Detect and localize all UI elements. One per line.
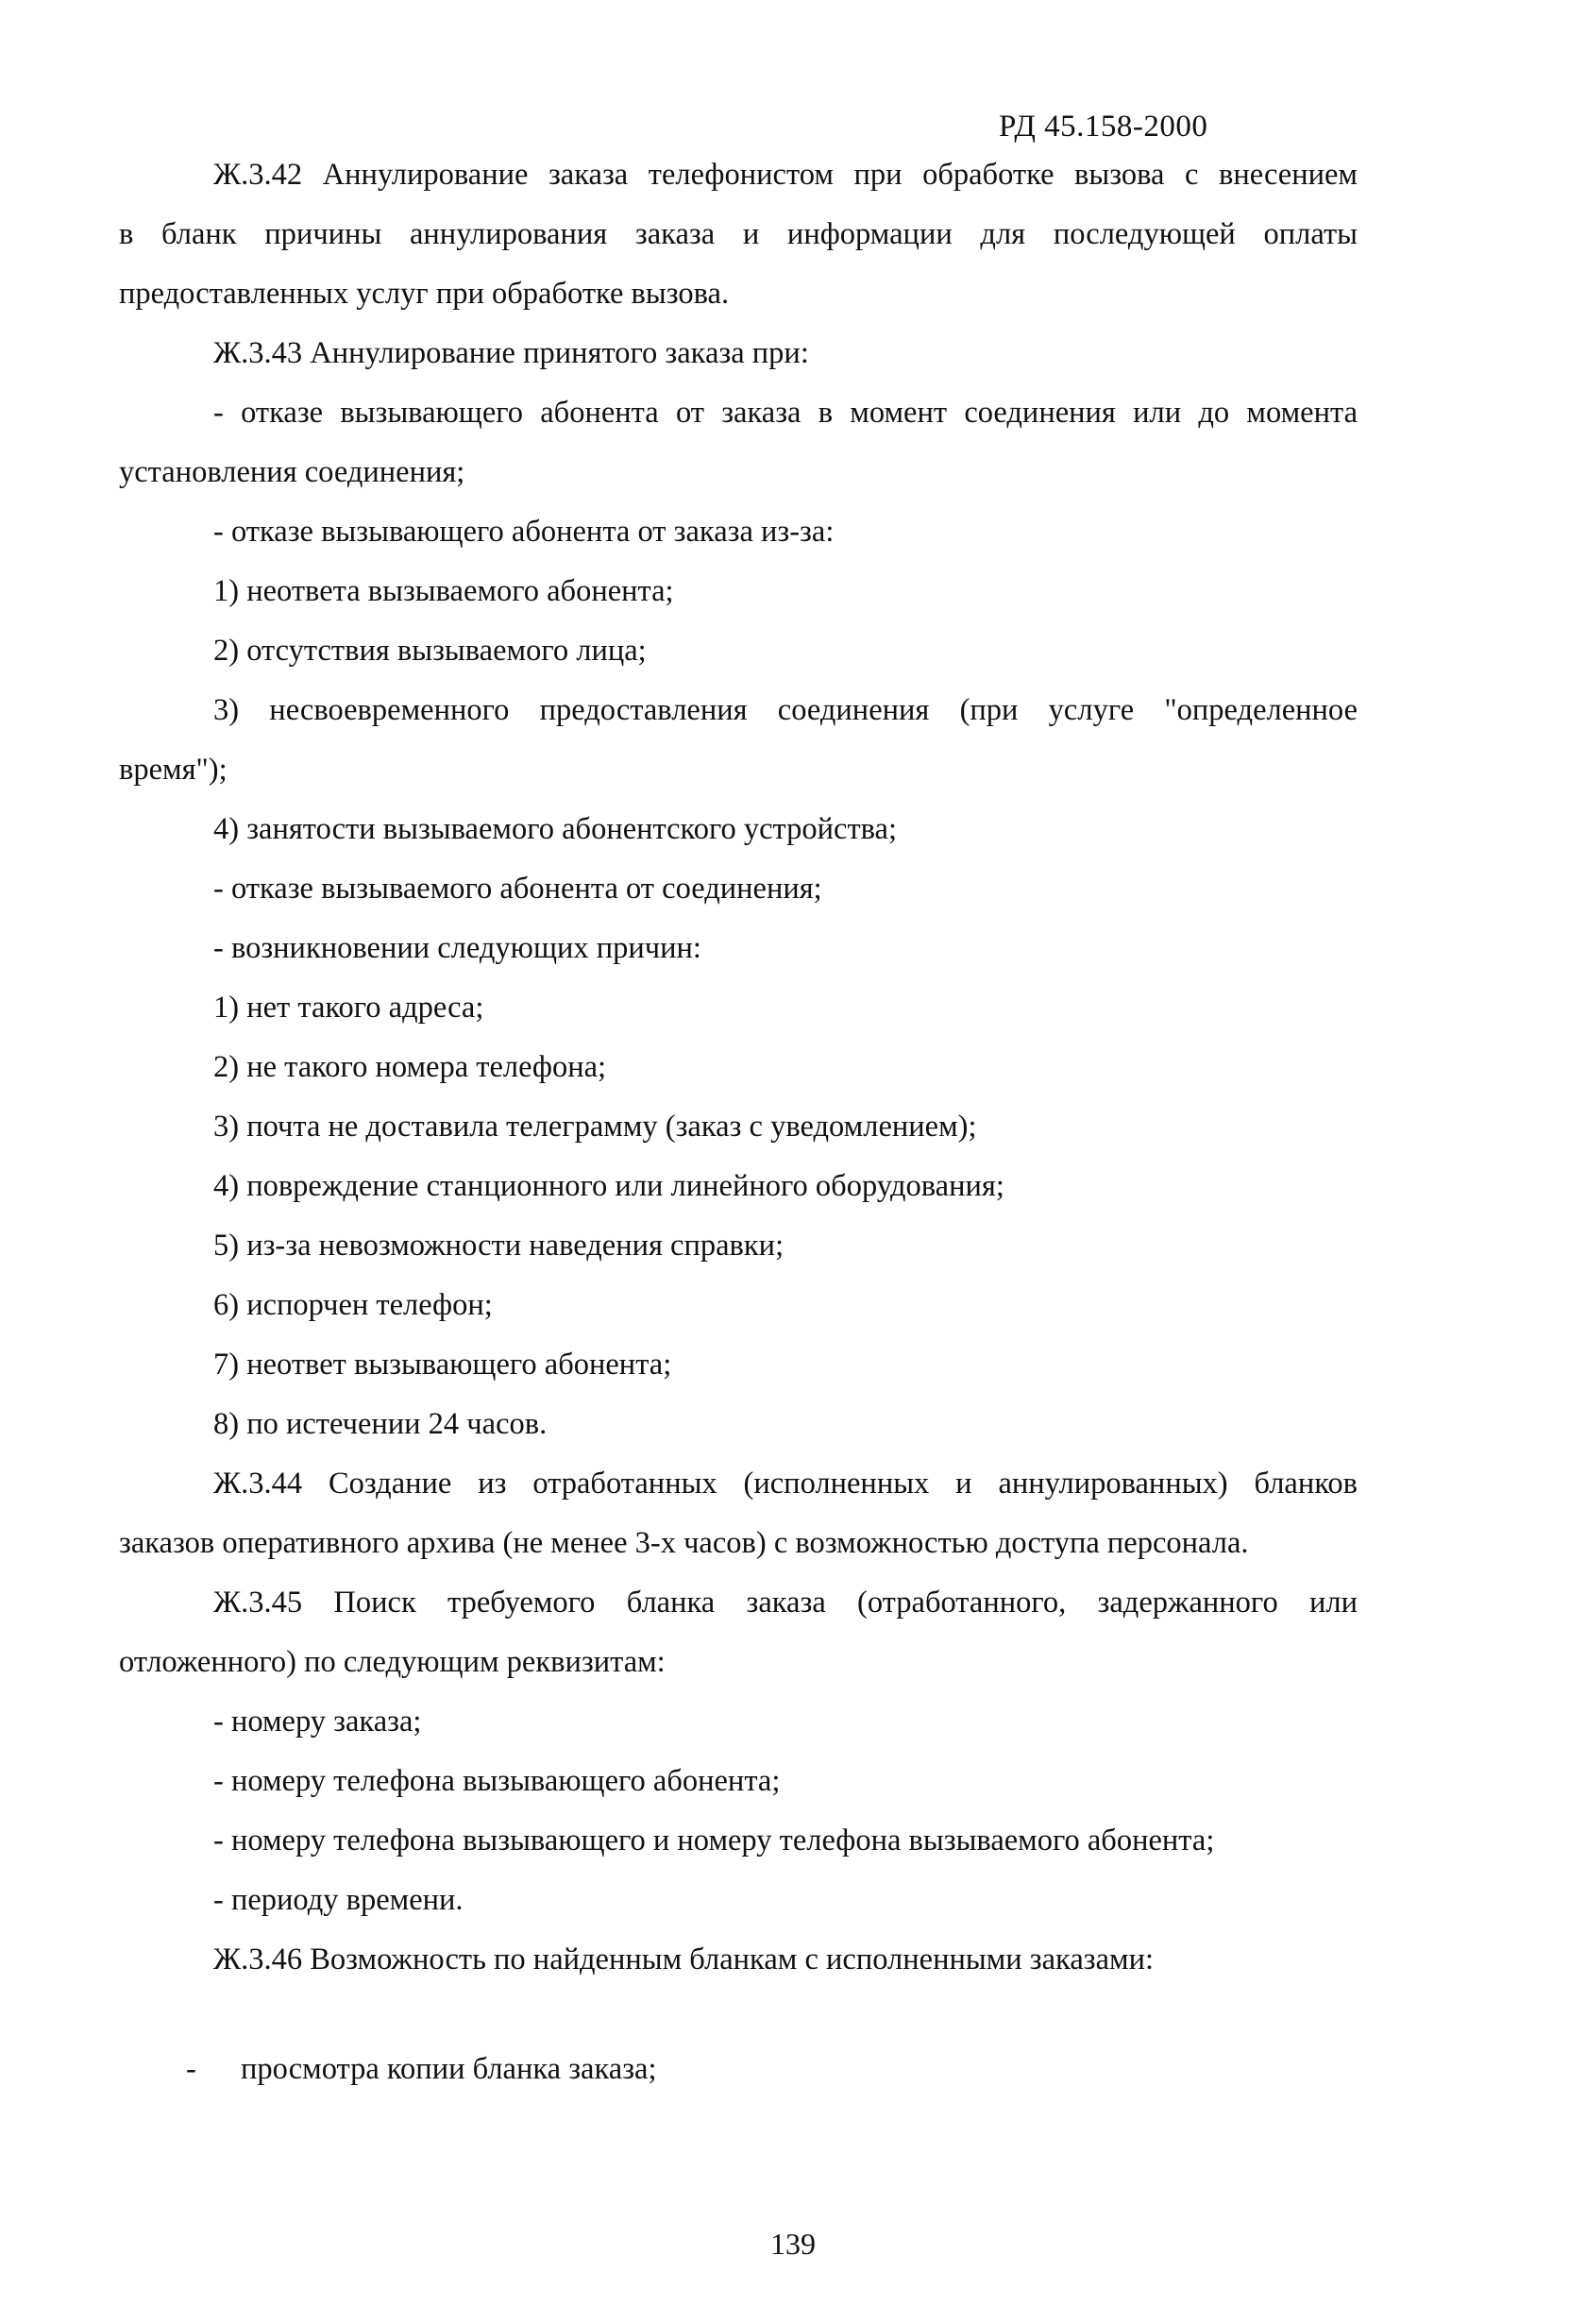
text-line: установления соединения; — [119, 455, 465, 489]
text-line: 3) несвоевременного предоставления соединения (при услуге "определенное — [213, 693, 1358, 727]
text-line: отложенного) по следующим реквизитам: — [119, 1645, 666, 1679]
text-line: 2) не такого номера телефона; — [213, 1050, 607, 1084]
text-line: Ж.3.45 Поиск требуемого бланка заказа (отработанного, задержанного или — [213, 1586, 1358, 1620]
text-line: время"); — [119, 753, 228, 787]
text-line: Ж.3.44 Создание из отработанных (исполненных и аннулированных) бланков — [213, 1467, 1358, 1501]
page-number: 139 — [770, 2227, 816, 2261]
text-line: - номеру заказа; — [213, 1705, 422, 1739]
text-line: 1) неответа вызываемого абонента; — [213, 574, 674, 608]
text-line: Ж.3.42 Аннулирование заказа телефонистом при обработке вызова с внесением — [213, 158, 1358, 192]
text-line: 8) по истечении 24 часов. — [213, 1407, 548, 1441]
text-line: 6) испорчен телефон; — [213, 1288, 493, 1322]
text-line: в бланк причины аннулирования заказа и информации для последующей оплаты — [119, 217, 1358, 251]
text-line: предоставленных услуг при обработке вызова. — [119, 277, 730, 311]
text-line: Ж.3.43 Аннулирование принятого заказа при: — [213, 336, 809, 370]
text-line: - возникновении следующих причин: — [213, 931, 701, 965]
text-line: 1) нет такого адреса; — [213, 991, 484, 1025]
text-line: 7) неответ вызывающего абонента; — [213, 1348, 672, 1382]
text-line: 5) из-за невозможности наведения справки; — [213, 1229, 785, 1263]
text-line: 2) отсутствия вызываемого лица; — [213, 634, 647, 668]
list-item-text: просмотра копии бланка заказа; — [241, 2052, 657, 2086]
text-line: - отказе вызывающего абонента от заказа в момент соединения или до момента — [213, 396, 1358, 430]
text-line: - номеру телефона вызывающего абонента; — [213, 1764, 781, 1798]
text-line: - отказе вызывающего абонента от заказа из-за: — [213, 515, 835, 549]
text-line: 4) занятости вызываемого абонентского устройства; — [213, 812, 898, 846]
text-line: - номеру телефона вызывающего и номеру телефона вызываемого абонента; — [213, 1824, 1215, 1858]
text-line: Ж.3.46 Возможность по найденным бланкам с исполненными заказами: — [213, 1942, 1155, 1976]
text-line: - периоду времени. — [213, 1883, 464, 1917]
text-line: 4) повреждение станционного или линейного оборудования; — [213, 1169, 1004, 1203]
text-line: 3) почта не доставила телеграмму (заказ с уведомлением); — [213, 1110, 977, 1144]
text-line: - отказе вызываемого абонента от соединения; — [213, 872, 822, 906]
list-dash: - — [186, 2052, 196, 2086]
text-line: заказов оперативного архива (не менее 3-х часов) с возможностью доступа персонала. — [119, 1526, 1249, 1560]
document-code: РД 45.158-2000 — [999, 110, 1208, 144]
